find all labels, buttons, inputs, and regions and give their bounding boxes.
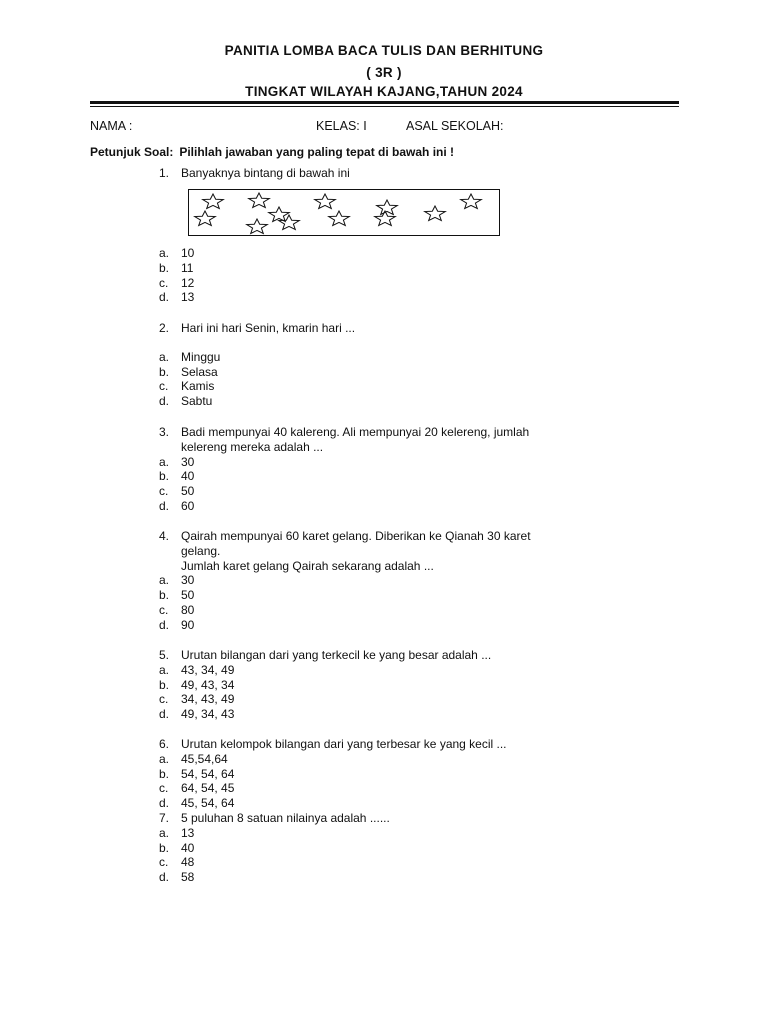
option-text: 48	[181, 855, 195, 870]
option-letter: b.	[159, 840, 170, 855]
question-text	[181, 166, 659, 181]
option-text: Sabtu	[181, 394, 213, 409]
option-text: 50	[181, 484, 195, 499]
option-text: 58	[181, 870, 195, 885]
option-b	[159, 767, 659, 782]
option-letter: d.	[159, 796, 170, 811]
option-text: 49, 43, 34	[181, 677, 235, 692]
option-d	[159, 796, 659, 811]
option-letter: b.	[159, 260, 170, 275]
question-text-line: Qairah mempunyai 60 karet gelang. Diberikan ke Qianah 30 karet	[181, 529, 531, 543]
star-icon	[247, 219, 268, 234]
option-text: 60	[181, 498, 195, 513]
option-letter: c.	[159, 484, 169, 499]
option-text: 11	[181, 260, 194, 275]
option-letter: c.	[159, 379, 169, 394]
question-text	[181, 321, 659, 336]
question-text-line: Jumlah karet gelang Qairah sekarang adalah ...	[181, 558, 434, 573]
question-text	[181, 811, 659, 826]
option-text: Selasa	[181, 364, 218, 379]
option-c	[159, 276, 659, 291]
option-text: 90	[181, 617, 195, 632]
option-letter: c.	[159, 602, 169, 617]
option-text: 10	[181, 246, 195, 260]
question-number: 5.	[159, 648, 170, 662]
option-text: 40	[181, 840, 195, 855]
option-letter: b.	[159, 364, 170, 379]
star-icon	[375, 211, 396, 226]
option-letter: b.	[159, 588, 170, 603]
option-text: 80	[181, 602, 195, 617]
option-letter: a.	[159, 454, 170, 469]
option-letter: c.	[159, 855, 169, 870]
instructions-label: Petunjuk Soal:	[90, 145, 174, 159]
star-icon	[195, 211, 216, 226]
option-letter: a.	[159, 751, 170, 766]
option-a	[159, 246, 659, 261]
question-number: 3.	[159, 425, 170, 439]
option-b	[159, 678, 659, 693]
option-letter: c.	[159, 275, 169, 290]
option-letter: b.	[159, 677, 170, 692]
name-field-label: NAMA :	[90, 119, 133, 133]
question-text-line: Hari ini hari Senin, kmarin hari ...	[181, 321, 356, 335]
option-letter: a.	[159, 825, 170, 840]
option-text: Kamis	[181, 379, 215, 394]
question-1-options	[159, 246, 659, 305]
question-number: 7.	[159, 811, 170, 825]
option-letter: a.	[159, 246, 170, 260]
option-text: 45,54,64	[181, 751, 228, 766]
header-divider	[90, 101, 679, 104]
option-letter: a.	[159, 349, 170, 364]
option-letter: c.	[159, 692, 169, 707]
option-letter: c.	[159, 781, 169, 796]
option-text: 40	[181, 469, 195, 484]
option-letter: d.	[159, 290, 170, 305]
option-d	[159, 290, 659, 305]
question-number: 6.	[159, 737, 170, 751]
option-letter: d.	[159, 498, 170, 513]
instructions-text: Pilihlah jawaban yang paling tepat di bawah ini !	[179, 145, 455, 159]
star-icon	[249, 193, 270, 208]
option-text: 64, 54, 45	[181, 781, 235, 796]
option-letter: b.	[159, 766, 170, 781]
option-b	[159, 469, 659, 484]
option-d	[159, 499, 659, 514]
header-subtitle: ( 3R )	[366, 65, 402, 80]
option-text: 45, 54, 64	[181, 796, 235, 811]
question-4	[159, 529, 659, 633]
instructions	[90, 145, 454, 159]
option-text: 43, 34, 49	[181, 662, 235, 677]
class-field-label: KELAS: I	[316, 119, 367, 133]
question-7	[159, 811, 659, 885]
star-icon	[315, 194, 336, 209]
option-b	[159, 588, 659, 603]
option-a	[159, 826, 659, 841]
star-icon	[279, 215, 300, 230]
question-2	[159, 321, 659, 409]
option-c	[159, 379, 659, 394]
option-text: 54, 54, 64	[181, 766, 235, 781]
option-text: 30	[181, 454, 195, 469]
option-a	[159, 663, 659, 678]
question-number: 1.	[159, 166, 170, 180]
question-text-line: Urutan bilangan dari yang terkecil ke yang besar adalah ...	[181, 648, 492, 662]
option-c	[159, 603, 659, 618]
question-3	[159, 425, 659, 514]
header-title: PANITIA LOMBA BACA TULIS DAN BERHITUNG	[224, 43, 544, 58]
question-text-line: 5 puluhan 8 satuan nilainya adalah ......	[181, 811, 390, 825]
option-a	[159, 350, 659, 365]
star-icon	[329, 211, 350, 226]
option-letter: a.	[159, 573, 170, 588]
option-c	[159, 484, 659, 499]
question-text-line: Badi mempunyai 40 kalereng. Ali mempunyai 20 kelereng, jumlah	[181, 425, 530, 439]
question-1	[159, 166, 659, 181]
question-5	[159, 648, 659, 722]
option-text: 34, 43, 49	[181, 692, 235, 707]
header-region-year: TINGKAT WILAYAH KAJANG,TAHUN 2024	[245, 84, 523, 99]
option-d	[159, 870, 659, 885]
question-text-line: kelereng mereka adalah ...	[181, 439, 324, 454]
option-a	[159, 573, 659, 588]
option-a	[159, 455, 659, 470]
option-text: 13	[181, 290, 195, 305]
question-text	[181, 529, 659, 573]
option-text: 50	[181, 588, 195, 603]
header-divider-thin	[90, 106, 679, 107]
option-c	[159, 855, 659, 870]
question-text-line: Urutan kelompok bilangan dari yang terbesar ke yang kecil ...	[181, 737, 507, 751]
option-a	[159, 752, 659, 767]
question-text-line: Banyaknya bintang di bawah ini	[181, 166, 350, 180]
question-6	[159, 737, 659, 811]
option-letter: a.	[159, 662, 170, 677]
option-d	[159, 618, 659, 633]
option-letter: d.	[159, 870, 170, 885]
question-number: 2.	[159, 321, 170, 335]
option-d	[159, 707, 659, 722]
stars-illustration	[189, 190, 499, 235]
option-text: 12	[181, 275, 195, 290]
option-letter: d.	[159, 707, 170, 722]
stars-picture	[188, 189, 500, 236]
option-text: 49, 34, 43	[181, 707, 235, 722]
option-letter: d.	[159, 394, 170, 409]
option-d	[159, 394, 659, 409]
option-text: 30	[181, 573, 195, 588]
option-letter: b.	[159, 469, 170, 484]
option-letter: d.	[159, 617, 170, 632]
school-field-label: ASAL SEKOLAH:	[406, 119, 504, 133]
star-icon	[425, 206, 446, 221]
option-b	[159, 365, 659, 380]
option-c	[159, 781, 659, 796]
question-number: 4.	[159, 529, 170, 543]
question-text	[181, 737, 659, 752]
option-text: 13	[181, 825, 195, 840]
star-icon	[461, 194, 482, 209]
star-icon	[377, 200, 398, 215]
option-b	[159, 841, 659, 856]
option-b	[159, 261, 659, 276]
option-text: Minggu	[181, 349, 221, 364]
question-text-line: gelang.	[181, 543, 221, 558]
star-icon	[203, 194, 224, 209]
option-c	[159, 692, 659, 707]
question-text	[181, 425, 659, 455]
question-text	[181, 648, 659, 663]
